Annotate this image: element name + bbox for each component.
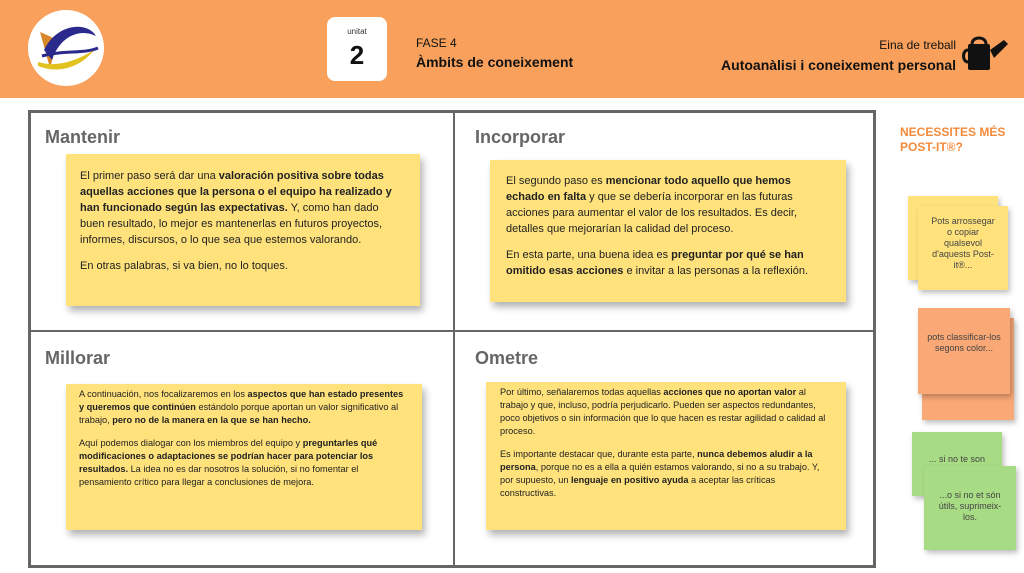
grid-divider-horizontal — [31, 330, 873, 332]
phase-label: FASE 4 — [416, 36, 457, 50]
sticky-orange[interactable] — [918, 308, 1010, 394]
note-text: a aceptar las críticas constructivas. — [500, 475, 776, 498]
quadrant-title-mantenir: Mantenir — [45, 127, 121, 147]
sidebar-title: NECESSITES MÉS POST-IT®? — [900, 125, 1006, 154]
note-highlight: aspectos que han estado presentes y queremos que continúen — [79, 389, 404, 412]
quadrant-title-ometre: Ometre — [475, 348, 539, 368]
note-highlight: nunca debemos aludir a la persona — [500, 449, 813, 472]
note-text: A continuación, nos focalizaremos en los — [79, 389, 248, 399]
quadrant-title-millorar: Millorar — [45, 348, 111, 368]
note-highlight: mencionar todo aquello que hemos echado en falta — [506, 175, 791, 203]
note-text: Aquí podemos dialogar con los miembros del equipo y — [79, 438, 303, 448]
note-highlight: preguntar por qué se han omitido esas acciones — [506, 249, 804, 277]
sticky-text: pots classificar-los segons color... — [927, 332, 1001, 353]
note-text: El primer paso será dar una — [80, 170, 219, 182]
tool-title: Autoanàlisi i coneixement personal — [721, 57, 956, 73]
note-millorar[interactable] — [66, 384, 422, 530]
phase-title: Àmbits de coneixement — [416, 54, 574, 70]
unit-label: unitat — [347, 27, 367, 36]
grid-divider-vertical — [453, 113, 455, 565]
note-text: En esta parte, una buena idea es — [506, 249, 672, 261]
sticky-yellow[interactable] — [918, 206, 1008, 290]
note-text: y que se debería incorporar en las futuras acciones para aumentar el valor de los resultados. Es decir, detalles que mejorarían la calidad del proceso. — [506, 191, 798, 235]
note-incorporar[interactable] — [490, 160, 846, 302]
sticky-text: ...o si no et són útils, suprimeix-los. — [938, 490, 1002, 522]
sticky-green[interactable] — [924, 466, 1016, 550]
note-text: , porque no es a ella a quién estamos valorando, si no a su trabajo. Y, por supuesto, un — [500, 462, 820, 485]
note-text: estándolo porque aportan un valor significativo al trabajo, — [79, 402, 399, 425]
note-highlight: preguntarles qué modificaciones o adaptaciones se podrían hacer para potenciar los resultados. — [79, 438, 378, 474]
logo — [28, 10, 104, 86]
sticky-text: ... si no te son — [928, 454, 986, 464]
quadrant-title-incorporar: Incorporar — [475, 127, 566, 147]
note-mantenir[interactable] — [66, 154, 420, 306]
note-text: Es importante destacar que, durante esta parte, — [500, 449, 698, 459]
note-text: e invitar a las personas a la reflexión. — [623, 265, 809, 277]
header-bar — [0, 0, 1024, 98]
note-text: La idea no es dar nosotros la solución, si no fomentar el pensamiento crítico para llegar a conclusiones de mejora. — [79, 464, 359, 487]
sticky-text: Pots arrossegar o copiar qualsevol d'aquests Post-it®... — [931, 216, 995, 270]
note-text: al trabajo y que, incluso, podría perjudicarlo. Pueden ser aspectos redundantes, poco objetivos o sin información que lo que hacen es restar agilidad o calidad al proceso. — [500, 387, 826, 436]
unit-number: 2 — [349, 40, 365, 70]
note-text: En otras palabras, si va bien, no lo toques. — [80, 260, 288, 272]
note-text: Por último, señalaremos todas aquellas — [500, 387, 664, 397]
note-highlight: pero no de la manera en la que se han hecho. — [112, 415, 311, 425]
note-highlight: acciones que no aportan valor — [663, 387, 797, 397]
note-highlight: lenguaje en positivo ayuda — [571, 475, 689, 485]
tool-label: Eina de treball — [879, 38, 956, 52]
phase-heading — [416, 36, 573, 70]
unit-badge — [327, 17, 387, 81]
watering-can-icon — [962, 36, 1010, 72]
note-text: Y, como han dado buen resultado, lo mejor es mantenerlas en futuros proyectos, informes, discursos, o lo que sea que estemos valorando. — [80, 202, 383, 246]
note-highlight: valoración positiva sobre todas aquellas acciones que la persona o el equipo ha realizado y han funcionado según las expectativas. — [80, 170, 392, 214]
tool-heading — [721, 38, 956, 73]
note-text: El segundo paso es — [506, 175, 606, 187]
note-ometre[interactable] — [486, 382, 846, 530]
